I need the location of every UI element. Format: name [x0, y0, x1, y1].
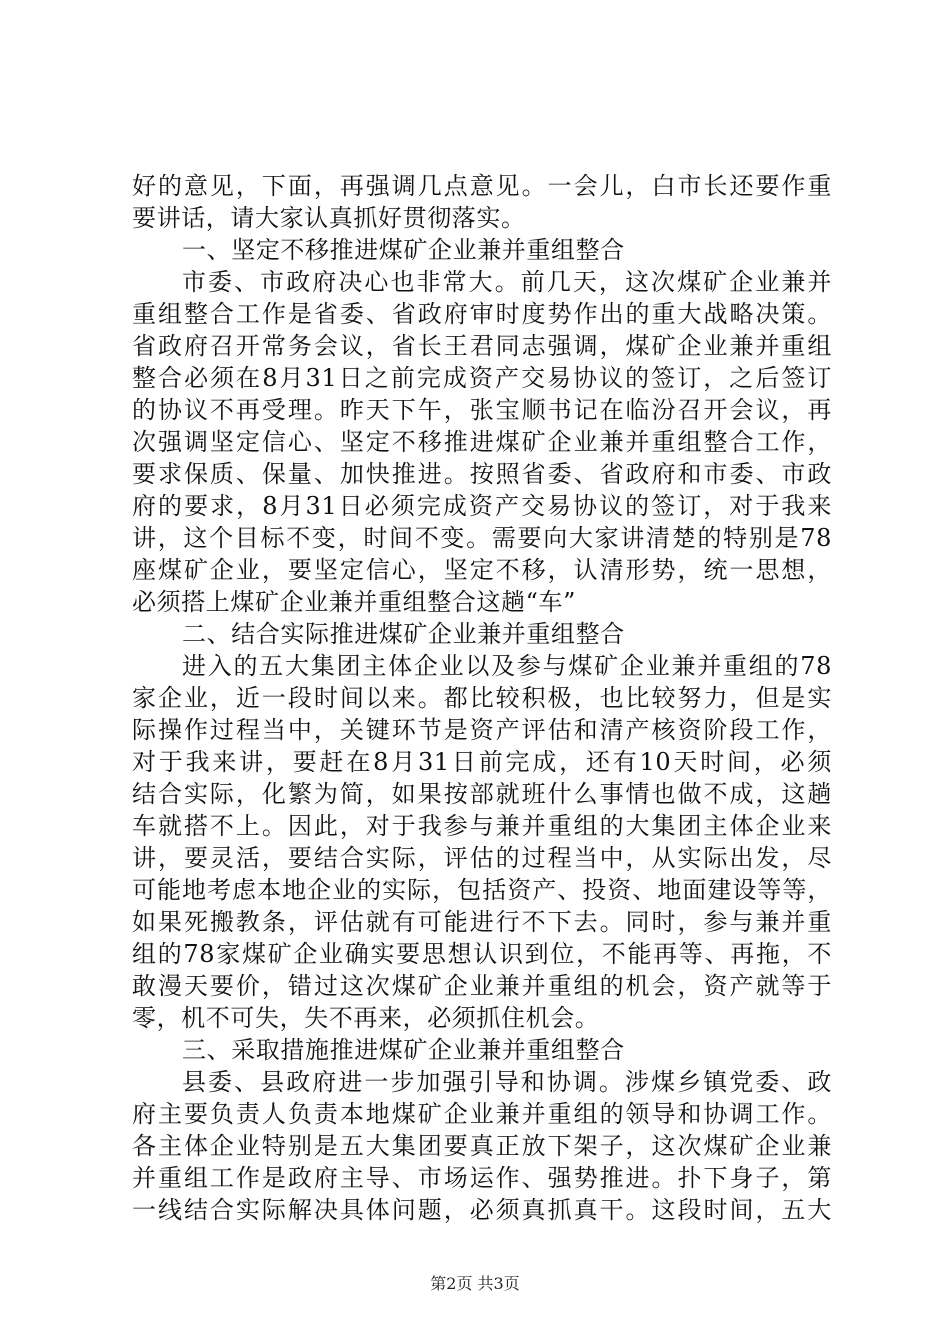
- text-line: 讲，这个目标不变，时间不变。需要向大家讲清楚的特别是78: [132, 524, 832, 552]
- text-line: 座煤矿企业，要坚定信心，坚定不移，认清形势，统一思想，: [132, 556, 832, 584]
- text-line: 各主体企业特别是五大集团要真正放下架子，这次煤矿企业兼: [132, 1132, 832, 1160]
- section-heading: 三、采取措施推进煤矿企业兼并重组整合: [182, 1036, 625, 1064]
- text-line: 一线结合实际解决具体问题，必须真抓真干。这段时间，五大: [132, 1196, 832, 1224]
- text-line: 要讲话，请大家认真抓好贯彻落实。: [132, 204, 526, 232]
- text-line: 次强调坚定信心、坚定不移推进煤矿企业兼并重组整合工作，: [132, 428, 832, 456]
- section-heading: 一、坚定不移推进煤矿企业兼并重组整合: [182, 236, 625, 264]
- text-line: 要求保质、保量、加快推进。按照省委、省政府和市委、市政: [132, 460, 832, 488]
- document-body: [132, 170, 832, 1226]
- text-line: 好的意见，下面，再强调几点意见。一会儿，白市长还要作重: [132, 172, 832, 200]
- text-line: 组的78家煤矿企业确实要思想认识到位，不能再等、再拖，不: [132, 940, 832, 968]
- text-line: 如果死搬教条，评估就有可能进行不下去。同时，参与兼并重: [132, 908, 832, 936]
- text-line: 的协议不再受理。昨天下午，张宝顺书记在临汾召开会议，再: [132, 396, 832, 424]
- text-line: 市委、市政府决心也非常大。前几天，这次煤矿企业兼并: [182, 268, 832, 296]
- text-line: 府的要求，8月31日必须完成资产交易协议的签订，对于我来: [132, 492, 832, 520]
- text-line: 省政府召开常务会议，省长王君同志强调，煤矿企业兼并重组: [132, 332, 832, 360]
- section-heading: 二、结合实际推进煤矿企业兼并重组整合: [182, 620, 625, 648]
- page-number-label: 第2页 共3页: [430, 1274, 520, 1293]
- text-line: 敢漫天要价，错过这次煤矿企业兼并重组的机会，资产就等于: [132, 972, 832, 1000]
- text-line: 必须搭上煤矿企业兼并重组整合这趟“车”: [132, 588, 576, 616]
- text-line: 县委、县政府进一步加强引导和协调。涉煤乡镇党委、政: [182, 1068, 832, 1096]
- text-line: 零，机不可失，失不再来，必须抓住机会。: [132, 1004, 600, 1032]
- text-line: 可能地考虑本地企业的实际，包括资产、投资、地面建设等等，: [132, 876, 832, 904]
- text-line: 对于我来讲，要赶在8月31日前完成，还有10天时间，必须: [132, 748, 832, 776]
- page-footer: [0, 1274, 950, 1294]
- text-line: 府主要负责人负责本地煤矿企业兼并重组的领导和协调工作。: [132, 1100, 832, 1128]
- text-line: 重组整合工作是省委、省政府审时度势作出的重大战略决策。: [132, 300, 832, 328]
- text-line: 结合实际，化繁为简，如果按部就班什么事情也做不成，这趟: [132, 780, 832, 808]
- text-line: 进入的五大集团主体企业以及参与煤矿企业兼并重组的78: [182, 652, 832, 680]
- text-line: 际操作过程当中，关键环节是资产评估和清产核资阶段工作，: [132, 716, 832, 744]
- text-line: 车就搭不上。因此，对于我参与兼并重组的大集团主体企业来: [132, 812, 832, 840]
- text-line: 家企业，近一段时间以来。都比较积极，也比较努力，但是实: [132, 684, 832, 712]
- text-line: 整合必须在8月31日之前完成资产交易协议的签订，之后签订: [132, 364, 832, 392]
- text-line: 并重组工作是政府主导、市场运作、强势推进。扑下身子，第: [132, 1164, 832, 1192]
- text-line: 讲，要灵活，要结合实际，评估的过程当中，从实际出发，尽: [132, 844, 832, 872]
